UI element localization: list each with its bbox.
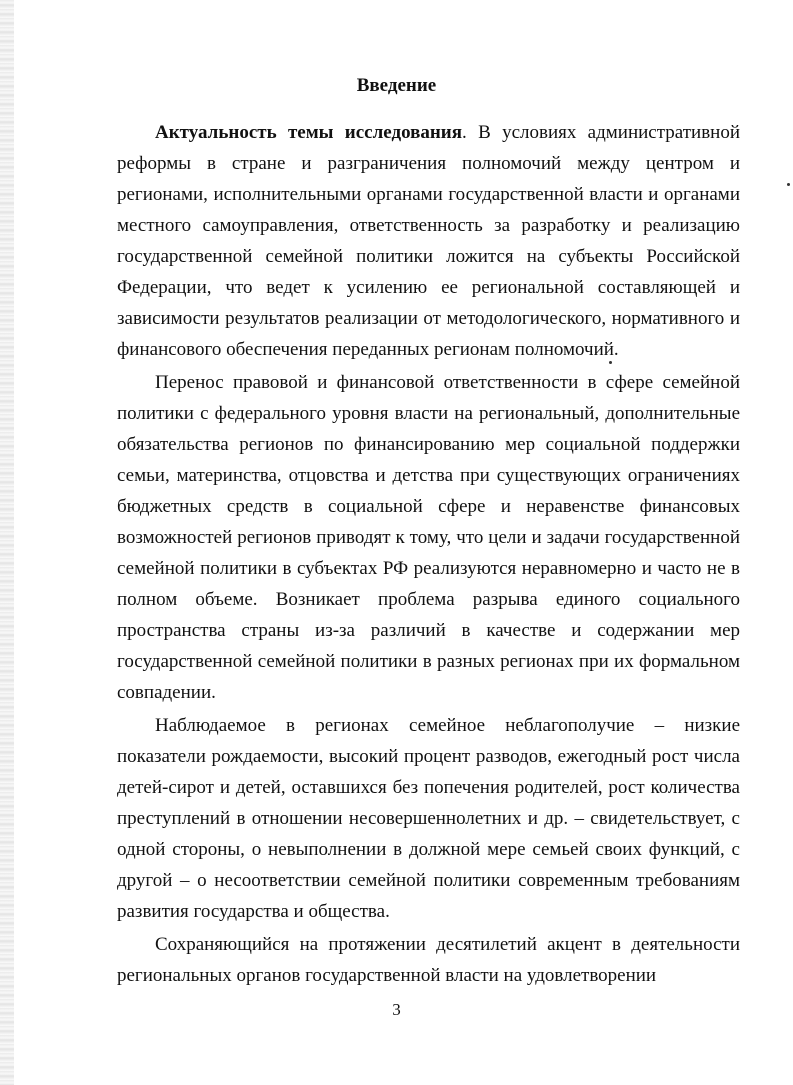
paragraph-continuing-emphasis: Сохраняющийся на протяжении десятилетий акцент в деятельности региональных органов государственной власти на удовлетворении [117, 934, 740, 986]
document-body [117, 117, 740, 991]
scan-speck [787, 183, 790, 186]
paragraph-relevance [117, 117, 740, 365]
paragraph-responsibility-transfer: Перенос правовой и финансовой ответственности в сфере семейной политики с федерального уровня власти на региональный, дополнительные обязательства регионов по финансированию мер социальной поддержки семьи, материнства, отцовства и детства при существующих ограничениях бюджетных средств в социальной сфере и неравенстве финансовых возможностей регионов приводят к тому, что цели и задачи государственной семейной политики в субъектах РФ реализуются неравномерно и часто не в полном объеме. Возникает проблема разрыва единого социального пространства страны из-за различий в качестве и содержании мер государственной семейной политики в разных регионах при их формальном совпадении. [117, 372, 740, 703]
paragraph-lead-bold: Актуальность темы исследования [155, 122, 463, 143]
paragraph-text: . В условиях административной реформы в стране и разграничения полномочий между центром и регионами, исполнительными органами государственной власти и органами местного самоуправления, ответственность за разработку и реализацию государственной семейной политики ложится на субъекты Российской Федерации, что ведет к усилению ее региональной составляющей и зависимости результатов реализации от методологического, нормативного и финансового обеспечения переданных регионам полномочий. [117, 122, 740, 360]
page-title: Введение [356, 75, 437, 96]
scan-edge [0, 0, 14, 1085]
page-number: 3 [392, 1000, 401, 1019]
scan-speck [609, 361, 612, 364]
paragraph-family-trouble: Наблюдаемое в регионах семейное неблагополучие – низкие показатели рождаемости, высокий процент разводов, ежегодный рост числа детей-сирот и детей, оставшихся без попечения родителей, рост количества преступлений в отношении несовершеннолетних и др. – свидетельствует, с одной стороны, о невыполнении в должной мере семьей своих функций, с другой – о несоответствии семейной политики современным требованиям развития государства и общества. [117, 715, 740, 922]
